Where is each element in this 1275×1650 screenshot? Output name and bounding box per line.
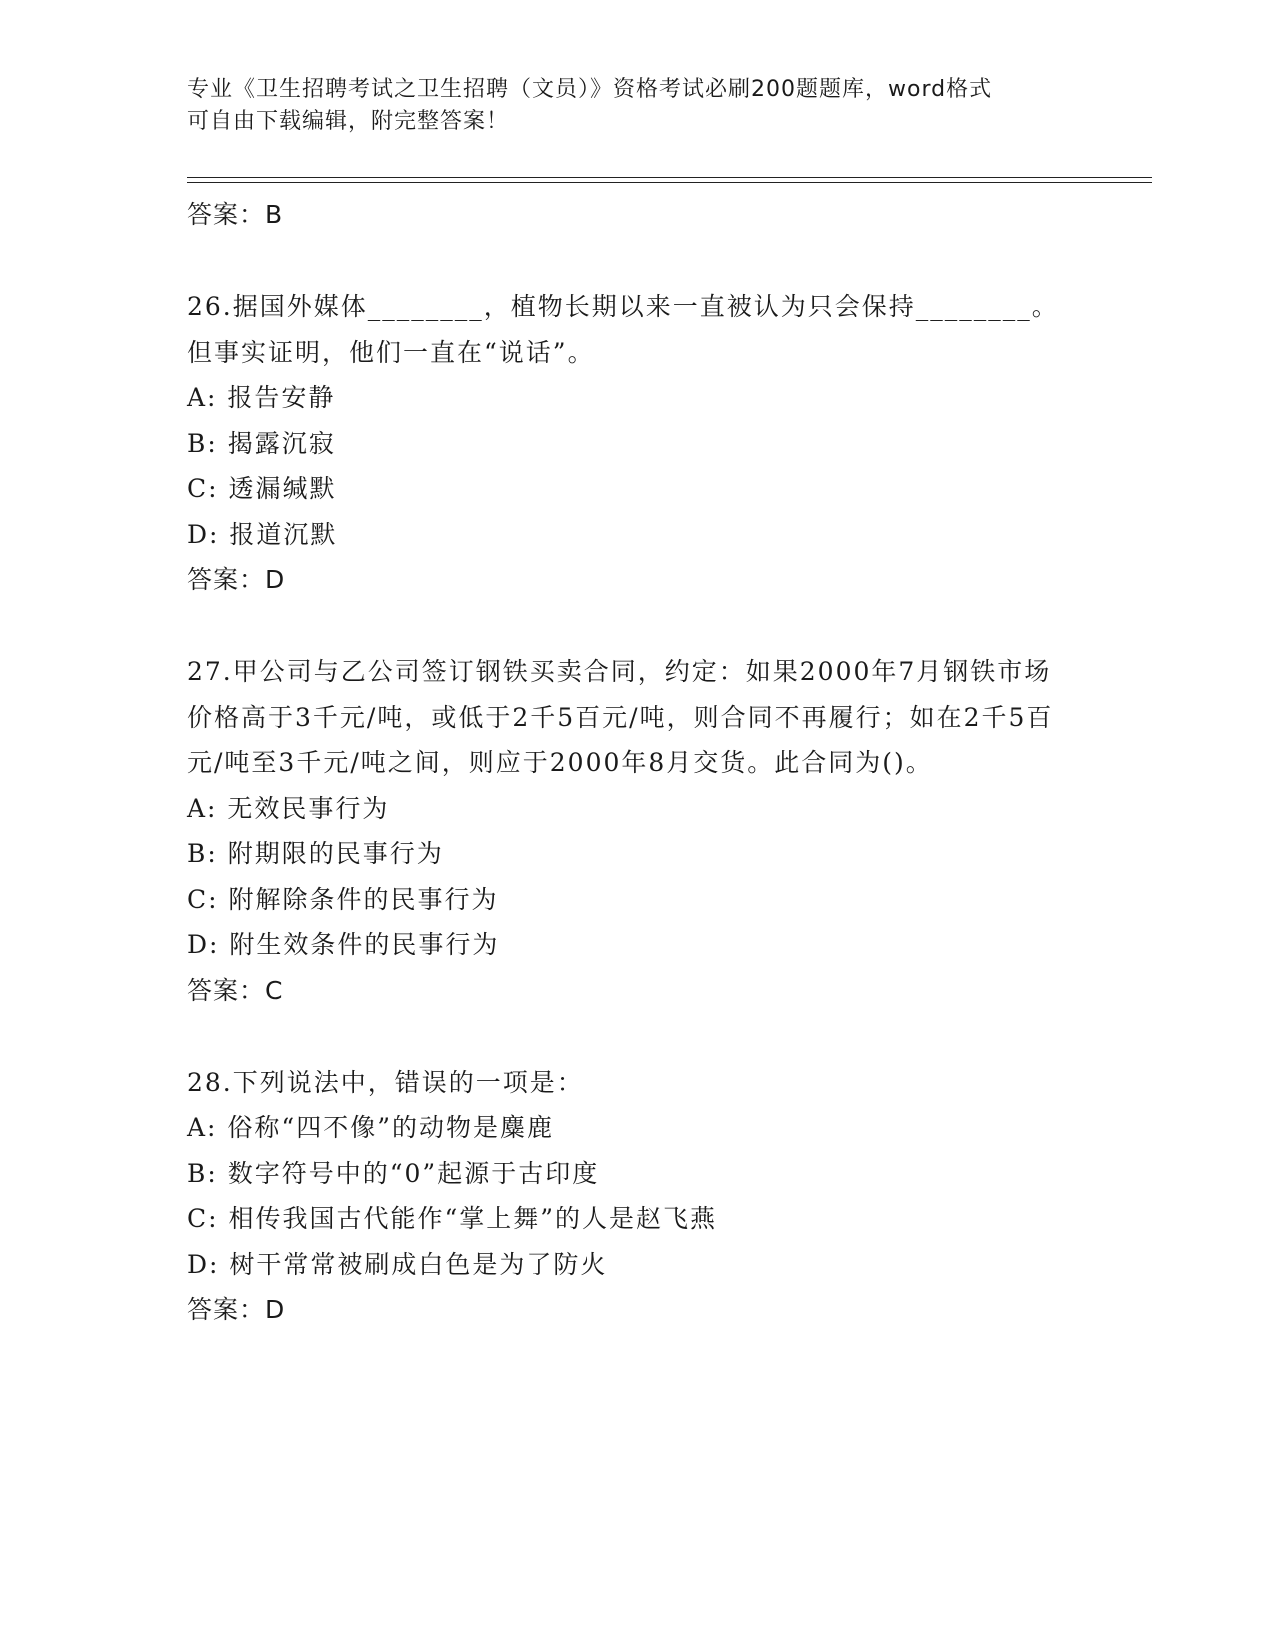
question-stem: 28.下列说法中，错误的一项是： [187, 1067, 584, 1097]
answer-label: 答案：D [187, 565, 286, 594]
option-c: C: 透漏缄默 [187, 474, 337, 503]
header-rule-top [187, 177, 1152, 178]
option-d: D: 树干常常被刷成白色是为了防火 [187, 1249, 608, 1279]
option-b: B: 附期限的民事行为 [187, 839, 444, 868]
answer-label: 答案：D [187, 1295, 286, 1324]
option-a: A: 无效民事行为 [187, 793, 390, 823]
spacer [187, 237, 1087, 284]
option-a: A: 报告安静 [187, 383, 336, 412]
question-content [187, 192, 1087, 1332]
option-d: D: 附生效条件的民事行为 [187, 930, 500, 959]
option-b: B: 数字符号中的“0”起源于古印度 [187, 1158, 600, 1188]
header-line-1: 专业《卫生招聘考试之卫生招聘（文员）》资格考试必刷200题题库，word格式 [187, 77, 993, 102]
header-rule-bottom [187, 182, 1152, 183]
option-c: C: 相传我国古代能作“掌上舞”的人是赵飞燕 [187, 1204, 718, 1233]
previous-answer: 答案：B [187, 200, 284, 229]
option-d: D: 报道沉默 [187, 519, 338, 549]
spacer [187, 602, 1087, 649]
question-stem: 26.据国外媒体________，植物长期以来一直被认为只会保持________。但事实证明，他们一直在“说话”。 [187, 292, 1059, 367]
option-b: B: 揭露沉寂 [187, 428, 336, 458]
question-28 [187, 1060, 1087, 1333]
option-c: C: 附解除条件的民事行为 [187, 884, 499, 914]
header-line-2: 可自由下载编辑，附完整答案！ [187, 109, 510, 134]
page-header [187, 74, 1067, 138]
question-stem: 27.甲公司与乙公司签订钢铁买卖合同，约定：如果2000年7月钢铁市场价格高于3千元/吨，或低于2千5百元/吨，则合同不再履行；如在2千5百元/吨至3千元/吨之间，则应于2000年8月交货。此合同为()。 [187, 657, 1054, 777]
spacer [187, 1013, 1087, 1060]
question-27 [187, 649, 1087, 1013]
question-26 [187, 284, 1087, 602]
answer-label: 答案：C [187, 975, 284, 1005]
option-a: A: 俗称“四不像”的动物是麋鹿 [187, 1113, 554, 1142]
